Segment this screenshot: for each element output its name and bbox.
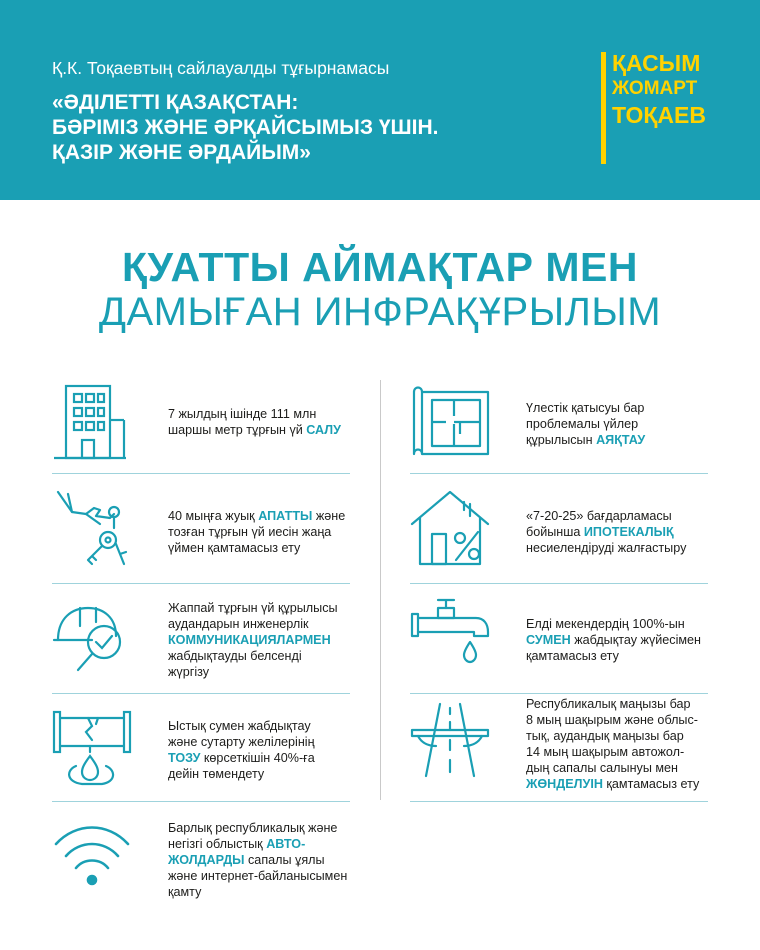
text-fragment: және <box>312 509 346 523</box>
highlight-keyword: КОММУНИКАЦИЯЛАРМЕН <box>168 633 331 647</box>
house-percent-icon <box>410 488 490 568</box>
helmet-check-icon <box>52 596 132 676</box>
text-line: қамтамасыз ету <box>526 649 619 663</box>
text-fragment: негізгі облыстық <box>168 837 267 851</box>
highlight-keyword: САЛУ <box>306 423 341 437</box>
text-line: 8 мың шақырым және облыс- <box>526 713 698 727</box>
text-line <box>526 432 645 448</box>
text-line: қамту <box>168 885 202 899</box>
row-separator <box>410 801 708 802</box>
logo-line: ТОҚАЕВ <box>612 102 706 128</box>
highlight-keyword: АПАТТЫ <box>258 509 313 523</box>
text-line: жабдықтауды белсенді <box>168 649 302 663</box>
text-line: тозған тұрғын үй иесін жаңа <box>168 525 332 539</box>
header-banner <box>0 0 760 200</box>
text-line: 7 жылдың ішінде 111 млн <box>168 407 317 421</box>
item-text <box>168 508 345 556</box>
text-line: жүргізу <box>168 665 210 679</box>
text-fragment: қамтамасыз ету <box>602 777 700 791</box>
highlight-keyword: ЖОЛДАРДЫ <box>168 853 245 867</box>
text-line <box>168 750 315 766</box>
wifi-icon <box>52 816 132 896</box>
row-separator <box>52 583 350 584</box>
row-separator <box>52 473 350 474</box>
text-line: Үлестік қатысуы бар <box>526 401 645 415</box>
logo-line: ЖОМАРТ <box>612 78 698 99</box>
logo-line: ҚАСЫМ <box>612 50 701 76</box>
text-line <box>168 422 341 438</box>
highlight-keyword: ТОЗУ <box>168 751 201 765</box>
text-fragment: құрылысын <box>526 433 597 447</box>
highway-icon <box>410 700 490 780</box>
slogan-line: БӘРІМІЗ ЖӘНЕ ӘРҚАЙСЫМЫЗ ҮШІН. <box>52 116 439 139</box>
text-line: 14 мың шақырым автожол- <box>526 745 685 759</box>
section-subtitle: ДАМЫҒАН ИНФРАҚҰРЫЛЫМ <box>98 290 662 334</box>
text-line: және сутарту желілерінің <box>168 735 315 749</box>
text-line <box>168 852 347 868</box>
text-fragment: көрсеткішін 40%-ға <box>200 751 315 765</box>
text-line: дейін төмендету <box>168 767 265 781</box>
text-fragment: 40 мыңға жуық <box>168 509 259 523</box>
item-text <box>526 696 699 792</box>
highlight-keyword: АВТО- <box>266 837 306 851</box>
text-line: үймен қамтамасыз ету <box>168 541 301 555</box>
text-fragment: жабдықтау жүйесімен <box>570 633 701 647</box>
item-text <box>168 718 315 782</box>
text-line: Барлық республикалық және <box>168 821 338 835</box>
item-text <box>168 406 341 438</box>
text-line: Елді мекендердің 100%-ын <box>526 617 685 631</box>
highlight-keyword: АЯҚТАУ <box>596 433 646 447</box>
item-text <box>168 600 338 680</box>
row-separator <box>410 583 708 584</box>
platform-subtitle: Қ.К. Тоқаевтың сайлауалды тұғырнамасы <box>52 58 390 78</box>
broken-pipe-icon <box>52 706 132 786</box>
candidate-logo <box>612 50 706 128</box>
highlight-keyword: ИПОТЕКАЛЫҚ <box>583 525 674 539</box>
text-line <box>168 836 347 852</box>
floor-plan-icon <box>410 382 490 462</box>
hand-keys-icon <box>52 488 132 568</box>
item-text <box>526 400 645 448</box>
water-tap-icon <box>410 596 490 676</box>
text-line: Республикалық маңызы бар <box>526 697 691 711</box>
column-divider <box>380 380 381 800</box>
text-line: дың сапалы салынуы мен <box>526 761 678 775</box>
text-line <box>526 524 686 540</box>
text-line: Ыстық сумен жабдықтау <box>168 719 311 733</box>
brand-divider <box>601 52 606 164</box>
item-text <box>526 508 686 556</box>
text-line: және интернет-байланысымен <box>168 869 348 883</box>
text-line: проблемалы үйлер <box>526 417 639 431</box>
text-line <box>526 632 701 648</box>
text-line: несиелендіруді жалғастыру <box>526 541 687 555</box>
text-fragment: шаршы метр тұрғын үй <box>168 423 307 437</box>
text-fragment: сапалы ұялы <box>244 853 325 867</box>
text-line <box>526 776 699 792</box>
row-separator <box>52 801 350 802</box>
highlight-keyword: ЖӨНДЕЛУІН <box>526 777 603 791</box>
highlight-keyword: СУМЕН <box>526 633 571 647</box>
row-separator <box>410 473 708 474</box>
slogan-line: ҚАЗІР ЖӘНЕ ӘРДАЙЫМ» <box>52 141 311 164</box>
item-text <box>526 616 701 664</box>
row-separator <box>410 693 708 694</box>
building-icon <box>52 380 132 460</box>
slogan-line: «ӘДІЛЕТТІ ҚАЗАҚСТАН: <box>52 91 299 114</box>
text-line: Жаппай тұрғын үй құрылысы <box>168 601 338 615</box>
campaign-slogan <box>52 90 572 165</box>
text-line <box>168 508 345 524</box>
item-text <box>168 820 347 900</box>
text-line: тық, аудандық маңызы бар <box>526 729 684 743</box>
text-fragment: бойынша <box>526 525 584 539</box>
section-title: ҚУАТТЫ АЙМАҚТАР МЕН <box>122 244 638 290</box>
text-line: аудандарын инженерлік <box>168 617 309 631</box>
row-separator <box>52 693 350 694</box>
text-line: «7-20-25» бағдарламасы <box>526 509 672 523</box>
